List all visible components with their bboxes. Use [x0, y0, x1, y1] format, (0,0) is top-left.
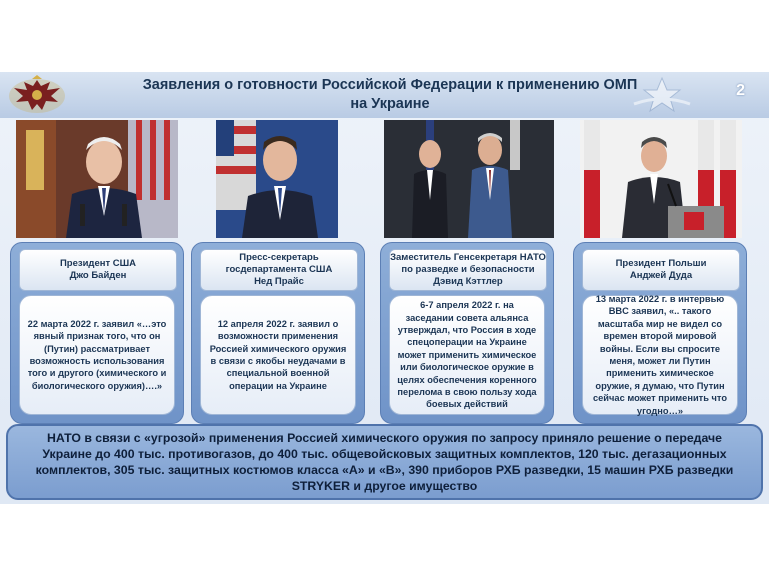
role-label-biden: [19, 249, 177, 291]
role-label-duda: [582, 249, 740, 291]
statement-text: 6-7 апреля 2022 г. на заседании совета альянса утверждал, что Россия в ходе спецоперации на Украине может применить химическое или биологическое оружие в целях обеспечения коренного перелома в свою пользу хода боевых действий: [389, 295, 545, 415]
star-watermark-icon: [632, 74, 692, 116]
slide-header: [0, 72, 769, 118]
person-name: Нед Прайс: [254, 276, 304, 287]
column-duda: [573, 242, 747, 424]
nato-decision-text: НАТО в связи с «угрозой» применения Россией химического оружия по запросу приняло решение о передаче Украине до 400 тыс. противогазов, до 400 тыс. общевойсковых защитных комплектов, 120 тыс. дегазационных комплектов, 305 тыс. защитных костюмов класса «А» и «В», 390 приборов РХБ разведки, 15 машин РХБ разведки STRYKER и другое имущество: [35, 431, 734, 493]
person-name: Анджей Дуда: [629, 270, 693, 281]
slide-number: 2: [736, 82, 745, 99]
role-title: Президент США: [59, 258, 137, 269]
statement-text: 12 апреля 2022 г. заявил о возможности применения Россией химического оружия в связи с якобы неудачами в специальной военной операции на Украине: [200, 295, 356, 415]
eagle-emblem-icon: [6, 74, 68, 116]
photo-duda: [580, 120, 742, 238]
page-title-line-1: Заявления о готовности Российской Федерации к применению ОМП: [142, 77, 638, 93]
role-label-cattler: [389, 249, 547, 291]
photo-cattler: [384, 120, 554, 238]
slide: [0, 72, 769, 504]
role-title: Президент Польши: [615, 258, 707, 269]
photo-price: [216, 120, 338, 238]
photo-biden: [16, 120, 178, 238]
column-cattler: [380, 242, 554, 424]
role-label-price: [200, 249, 358, 291]
role-title: Пресс-секретарь госдепартамента США: [225, 252, 333, 275]
nato-decision-box: [6, 424, 763, 500]
statement-text: 13 марта 2022 г. в интервью BBC заявил, «.. такого масштаба мир не видел со времен второй мировой войны. Если вы спросите меня, может ли Путин применить химическое оружие, я думаю, что Путин сейчас может применить что угодно…»: [582, 295, 738, 415]
page-title-line-2: на Украине: [350, 96, 430, 112]
column-price: [191, 242, 365, 424]
page-title: [95, 76, 685, 114]
column-biden: [10, 242, 184, 424]
role-title: Заместитель Генсекретаря НАТО по разведке и безопасности: [390, 252, 546, 275]
person-name: Дэвид Кэттлер: [433, 276, 503, 287]
statement-text: 22 марта 2022 г. заявил «…это явный признак того, что он (Путин) рассматривает возможность использования того и другого (химического и биологического оружия)….»: [19, 295, 175, 415]
person-name: Джо Байден: [69, 270, 127, 281]
